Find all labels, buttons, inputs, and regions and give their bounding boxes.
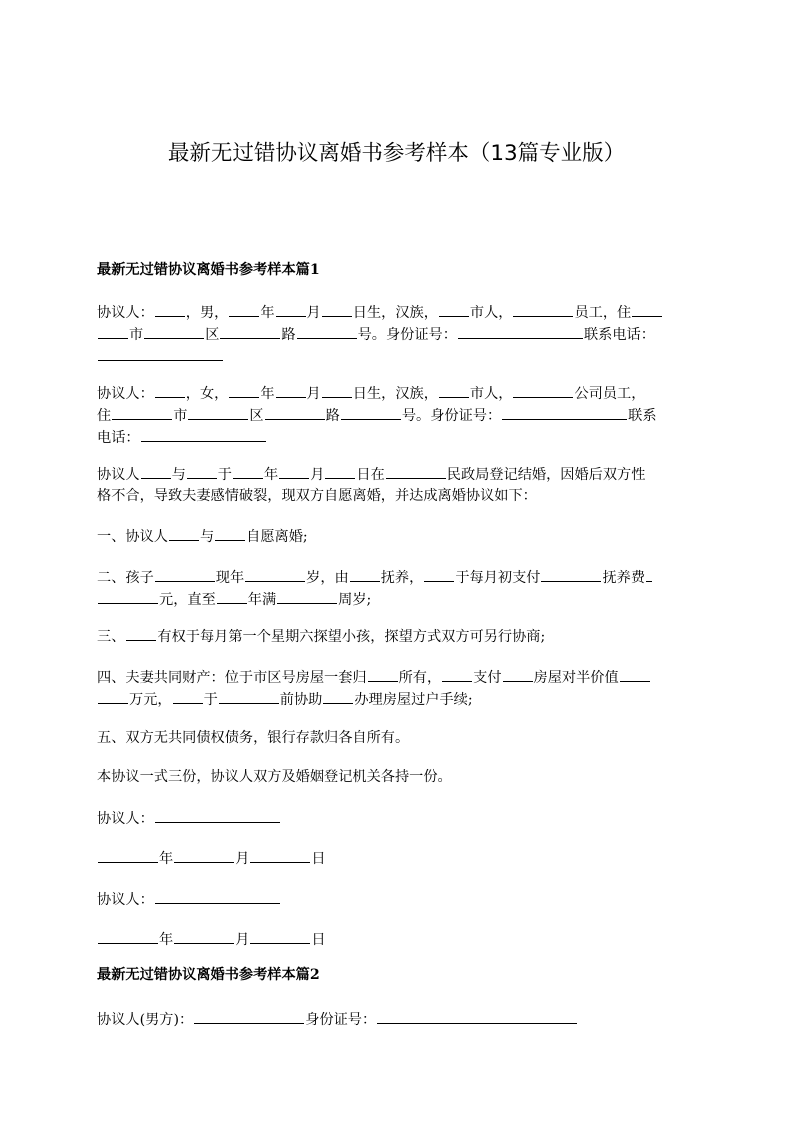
- blank-line: [513, 383, 573, 398]
- blank-line: [98, 848, 158, 863]
- text: 联系: [628, 408, 657, 424]
- text: 协议人：: [97, 892, 154, 908]
- text: 格不合，导致夫妻感情破裂，现双方自愿离婚，并达成离婚协议如下：: [97, 488, 537, 504]
- blank-line: [250, 848, 310, 863]
- text: 月: [235, 851, 250, 867]
- text: 月: [310, 467, 325, 483]
- text: 日生，汉族，: [352, 305, 438, 321]
- blank-line: [98, 346, 223, 361]
- text: 二、孩子: [97, 570, 154, 586]
- text: 年满: [247, 592, 277, 608]
- text: 区: [205, 327, 220, 343]
- text: 月: [306, 305, 321, 321]
- text: 与: [199, 529, 215, 545]
- text: 路: [281, 327, 296, 343]
- text: 万元，: [129, 692, 172, 708]
- text: 区: [249, 408, 264, 424]
- text: 一、协议人: [97, 529, 168, 545]
- blank-line: [173, 689, 203, 704]
- text: 年: [263, 467, 279, 483]
- blank-line: [322, 302, 352, 317]
- blank-line: [220, 324, 280, 339]
- blank-line: [265, 405, 325, 420]
- blank-line: [250, 929, 310, 944]
- blank-line: [458, 324, 583, 339]
- text: 抚养，: [380, 570, 424, 586]
- text: 于: [217, 467, 232, 483]
- clause-one: [97, 526, 702, 548]
- clause-four: [97, 667, 702, 711]
- text: 年: [159, 932, 174, 948]
- blank-line: [276, 302, 306, 317]
- text: 月: [235, 932, 250, 948]
- text: 路: [325, 408, 340, 424]
- text: 日: [311, 851, 326, 867]
- blank-line: [424, 567, 454, 582]
- blank-line: [229, 383, 259, 398]
- text: 日生，汉族，: [352, 386, 438, 402]
- text: 房屋对半价值: [533, 670, 619, 686]
- clause-five: 五、双方无共同债权债务，银行存款归各自所有。: [97, 730, 410, 746]
- blank-line: [323, 689, 353, 704]
- text: 协议人：: [97, 305, 154, 321]
- blank-line: [442, 667, 472, 682]
- text: 年: [260, 305, 275, 321]
- blank-line: [632, 302, 662, 317]
- blank-line: [155, 808, 280, 823]
- text: 协议人(男方)：: [97, 1012, 194, 1028]
- blank-line: [217, 589, 247, 604]
- blank-line: [194, 1009, 304, 1024]
- blank-line: [502, 405, 627, 420]
- text: 三、: [97, 629, 126, 645]
- blank-line: [155, 302, 185, 317]
- clause-two: [97, 567, 702, 611]
- blank-line: [439, 302, 469, 317]
- text: 号。身份证号：: [357, 327, 457, 343]
- blank-line: [325, 464, 355, 479]
- text: 日: [311, 932, 326, 948]
- text: 办理房屋过户手续;: [354, 692, 473, 708]
- blank-line: [386, 464, 446, 479]
- text: 市人，: [469, 305, 513, 321]
- blank-line: [541, 567, 601, 582]
- text: 协议人：: [97, 386, 154, 402]
- blank-line: [98, 589, 158, 604]
- blank-line: [126, 626, 156, 641]
- text: 日在: [356, 467, 385, 483]
- text: 支付: [473, 670, 502, 686]
- blank-line: [297, 324, 357, 339]
- paragraph-party-male: [97, 1009, 702, 1031]
- text: 有权于每月第一个星期六探望小孩，探望方式双方可另行协商;: [157, 629, 546, 645]
- paragraph-wife-info: [97, 383, 702, 449]
- text: 号。身份证号：: [401, 408, 502, 424]
- text: 月: [306, 386, 321, 402]
- text: 自愿离婚;: [246, 529, 308, 545]
- blank-line: [377, 1009, 577, 1024]
- blank-line: [98, 324, 128, 339]
- blank-line: [341, 405, 401, 420]
- text: 身份证号：: [305, 1012, 377, 1028]
- signature-date-1: [97, 848, 702, 870]
- blank-line: [276, 383, 306, 398]
- text: 四、夫妻共同财产：位于市区号房屋一套归: [97, 670, 367, 686]
- blank-line: [439, 383, 469, 398]
- section-heading-1: 最新无过错协议离婚书参考样本篇1: [97, 262, 320, 278]
- blank-line: [98, 929, 158, 944]
- text: 年: [159, 851, 174, 867]
- clause-three: [97, 626, 702, 648]
- blank-line: [215, 526, 245, 541]
- blank-line: [155, 889, 280, 904]
- paragraph-marriage-statement: [97, 464, 702, 507]
- text: 岁，由: [306, 570, 349, 586]
- blank-line: [141, 427, 266, 442]
- blank-line: [174, 848, 234, 863]
- blank-line: [141, 464, 171, 479]
- signature-party-1: [97, 808, 702, 830]
- text: 员工，住: [574, 305, 632, 321]
- blank-line: [155, 383, 185, 398]
- signature-party-2: [97, 889, 702, 911]
- text: 民政局登记结婚，因婚后双方性: [446, 467, 646, 483]
- text: 年: [260, 386, 275, 402]
- text: 协议人：: [97, 811, 154, 827]
- text: 与: [171, 467, 186, 483]
- text: 于: [203, 692, 218, 708]
- blank-line: [174, 929, 234, 944]
- blank-line: [229, 302, 259, 317]
- copies-statement: 本协议一式三份，协议人双方及婚姻登记机关各持一份。: [97, 769, 452, 785]
- text: ，女，: [185, 386, 229, 402]
- text: 周岁;: [338, 592, 372, 608]
- blank-line: [322, 383, 352, 398]
- text: 市: [173, 408, 188, 424]
- blank-line: [503, 667, 533, 682]
- text: 于每月初支付: [455, 570, 541, 586]
- text: 协议人: [97, 467, 140, 483]
- blank-line: [112, 405, 172, 420]
- text: 住: [97, 408, 112, 424]
- blank-line: [219, 689, 279, 704]
- blank-line: [350, 567, 380, 582]
- text: 市: [129, 327, 144, 343]
- signature-date-2: [97, 929, 702, 951]
- text: 公司员工，: [574, 386, 646, 402]
- blank-line: [513, 302, 573, 317]
- blank-line: [233, 464, 263, 479]
- paragraph-husband-info: [97, 302, 702, 368]
- blank-line: [277, 589, 337, 604]
- blank-line: [620, 667, 650, 682]
- blank-line: [245, 567, 305, 582]
- document-title: 最新无过错协议离婚书参考样本（13篇专业版）: [167, 141, 626, 166]
- text: 电话：: [97, 430, 140, 446]
- text: 所有，: [398, 670, 442, 686]
- text: 联系电话：: [583, 327, 655, 343]
- text: 抚养费: [602, 570, 646, 586]
- blank-line: [188, 405, 248, 420]
- text: 市人，: [469, 386, 513, 402]
- blank-line: [279, 464, 309, 479]
- section-heading-2: 最新无过错协议离婚书参考样本篇2: [97, 967, 320, 983]
- text: 前协助: [279, 692, 323, 708]
- blank-line: [646, 567, 652, 582]
- blank-line: [144, 324, 204, 339]
- text: 现年: [215, 570, 245, 586]
- blank-line: [187, 464, 217, 479]
- text: ，男，: [185, 305, 229, 321]
- blank-line: [155, 567, 215, 582]
- text: 元，直至: [159, 592, 216, 608]
- blank-line: [98, 689, 128, 704]
- blank-line: [169, 526, 199, 541]
- blank-line: [368, 667, 398, 682]
